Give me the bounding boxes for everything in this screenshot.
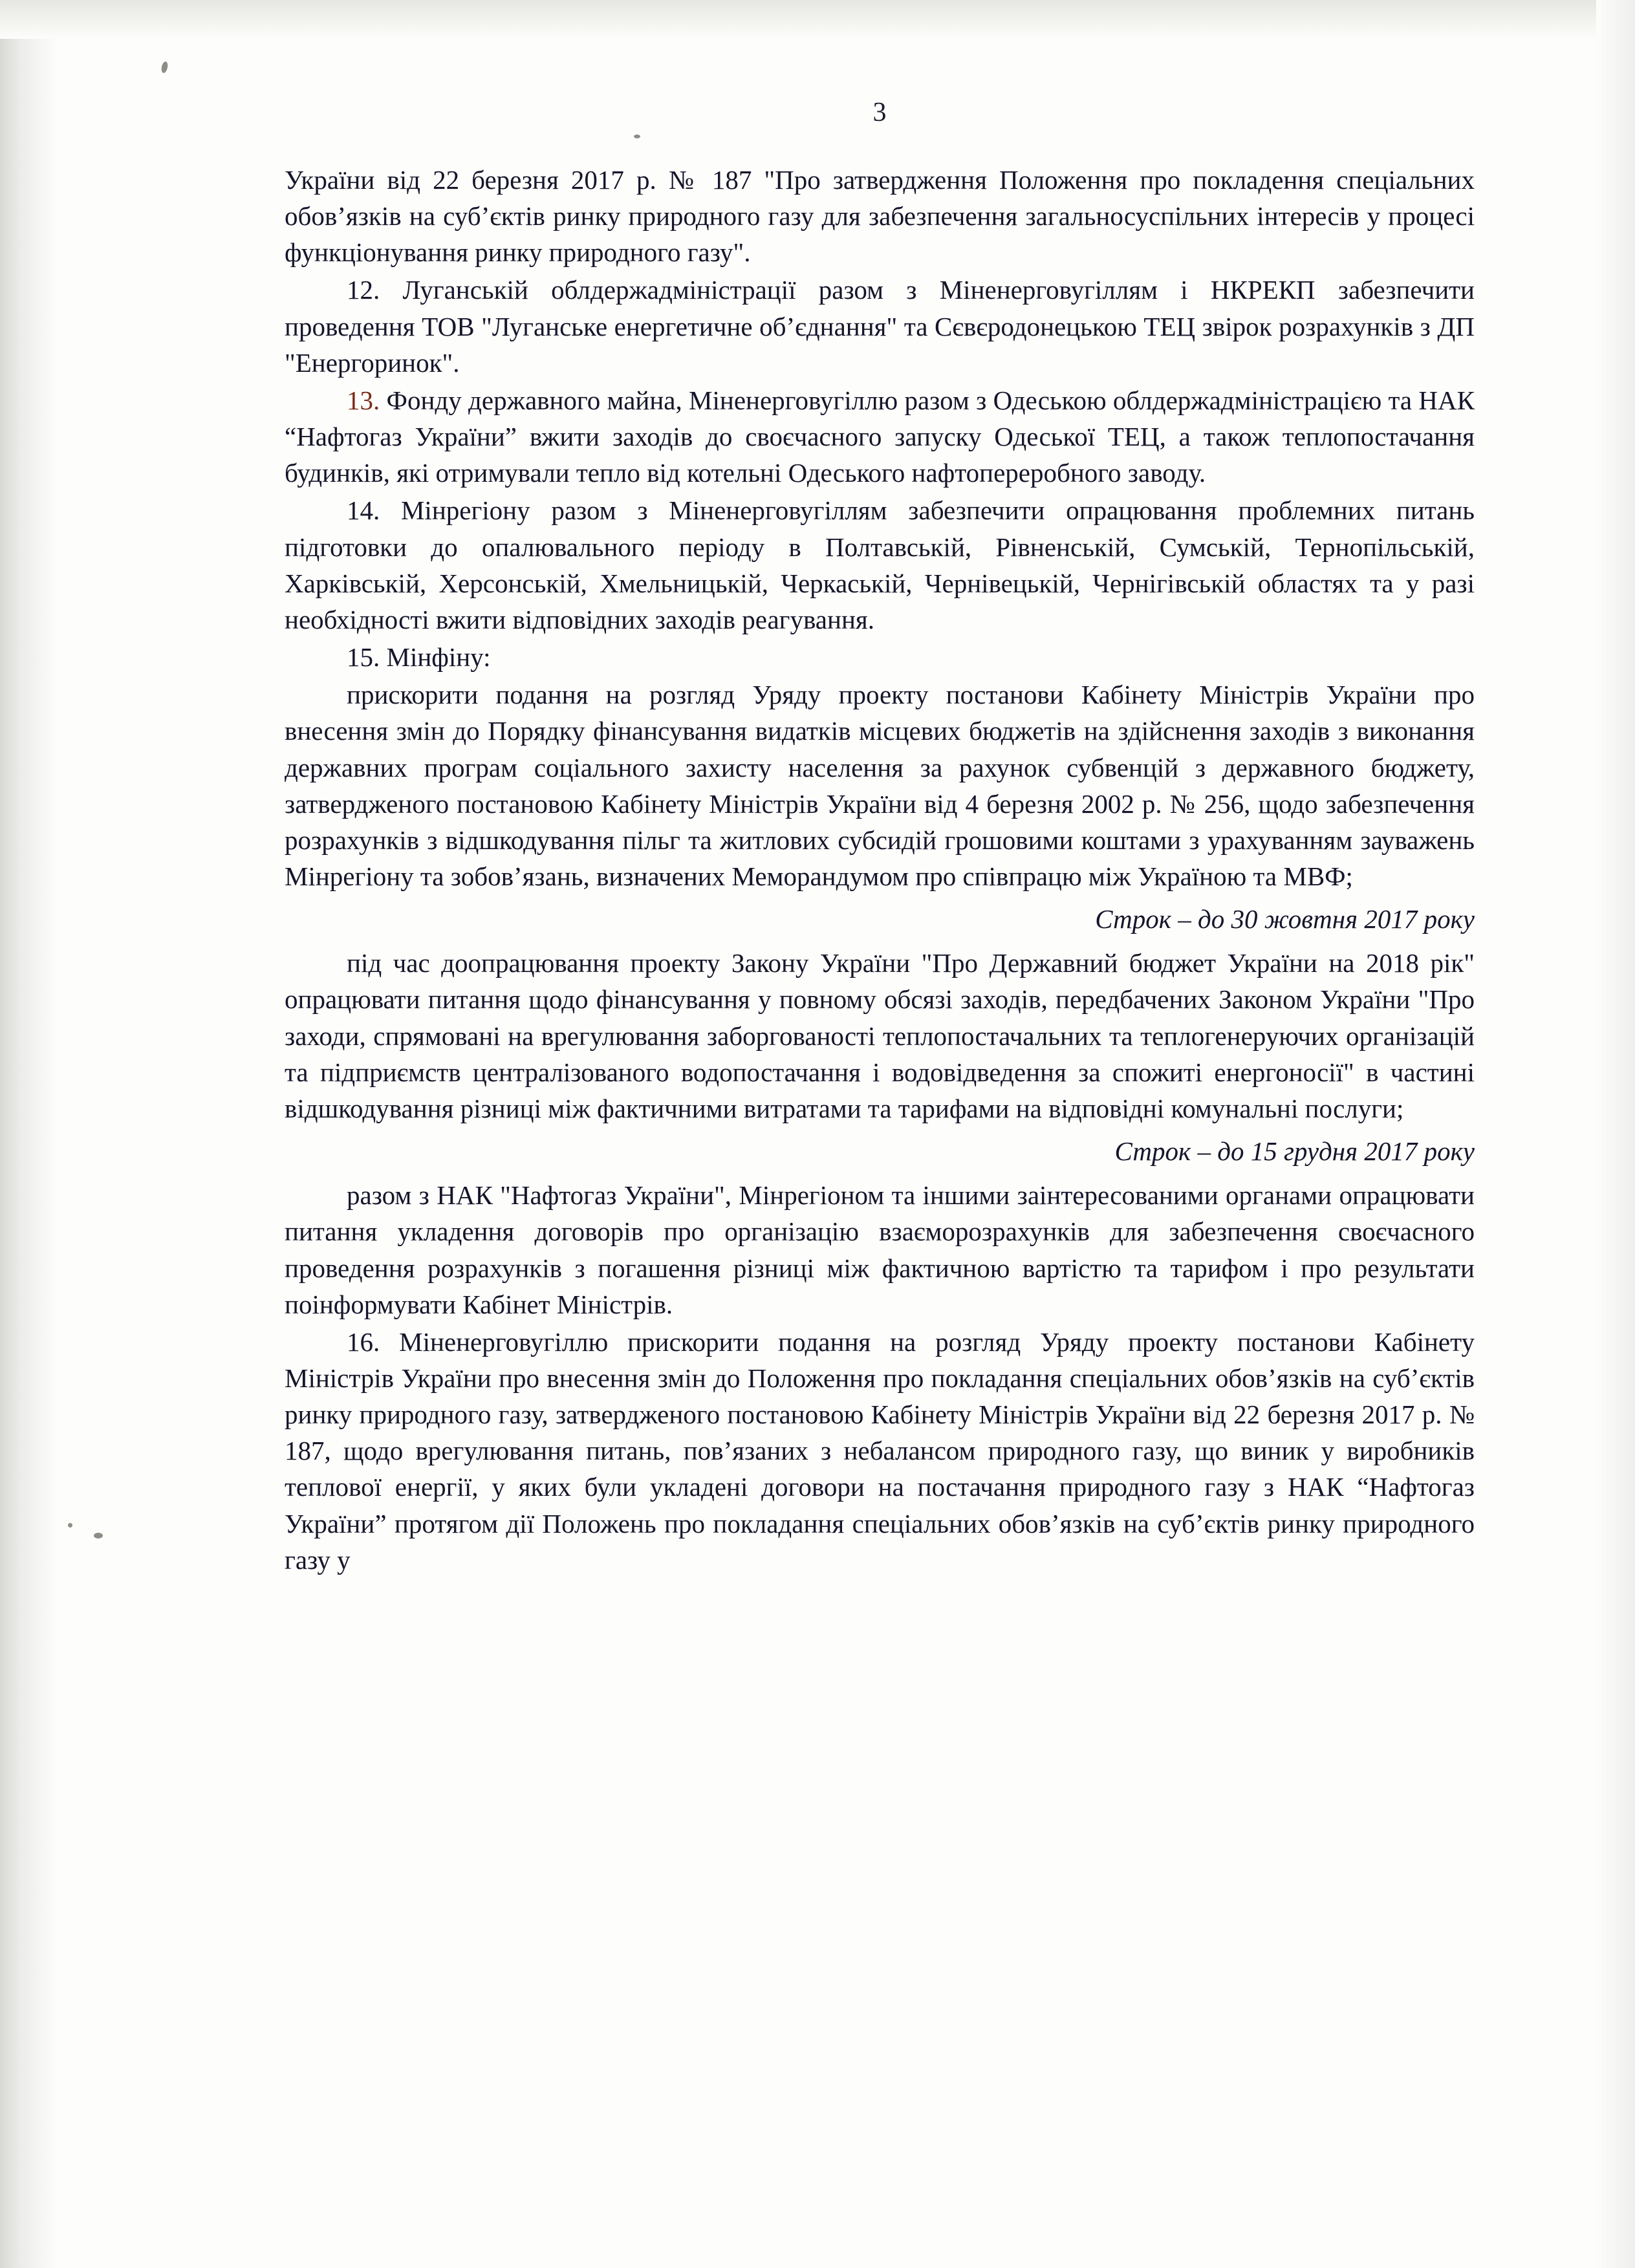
deadline-note-2: Строк – до 15 грудня 2017 року — [1114, 1136, 1475, 1167]
paragraph-12: 12. Луганській облдержадміністрації разом з Міненерговугіллям і НКРЕКП забезпечити проведення ТОВ "Луганське енергетичне об’єднання" та Сєвєродонецькою ТЕЦ звірок розрахунків з ДП "Енергоринок". — [285, 275, 1475, 378]
paragraph-14: 14. Мінрегіону разом з Міненерговугіллям забезпечити опрацювання проблемних питань підготовки до опалювального періоду в Полтавській, Рівненській, Сумській, Тернопільській, Харківській, Херсонській, Хмельницькій, Черкаській, Чернівецькій, Чернігівській областях та у разі необхідності вжити відповідних заходів реагування. — [285, 495, 1475, 634]
paragraph-15-item-a: прискорити подання на розгляд Уряду проекту постанови Кабінету Міністрів України про внесення змін до Порядку фінансування видатків місцевих бюджетів на здійснення заходів з виконання державних програм соціального захисту населення за рахунок субвенцій з державного бюджету, затвердженого постановою Кабінету Міністрів України від 4 березня 2002 р. № 256, щодо забезпечення розрахунків з відшкодування пільг та житлових субсидій грошовими коштами з урахуванням зауважень Мінрегіону та зобов’язань, визначених Меморандумом про співпрацю між Україною та МВФ; — [285, 680, 1475, 891]
scan-artifact-speck — [68, 1523, 72, 1528]
page-number: 3 — [872, 98, 887, 127]
document-body — [285, 162, 1475, 1578]
paragraph-16: 16. Міненерговугіллю прискорити подання на розгляд Уряду проекту постанови Кабінету Міністрів України про внесення змін до Положення про покладання спеціальних обов’язків на суб’єктів ринку природного газу, затвердженого постановою Кабінету Міністрів України від 22 березня 2017 р. № 187, щодо врегулювання питань, пов’язаних з небалансом природного газу, що виник у виробників теплової енергії, у яких були укладені договори на постачання природного газу з НАК “Нафтогаз України” протягом дії Положень про покладання спеціальних обов’язків на суб’єктів ринку природного газу у — [285, 1326, 1475, 1575]
paragraph-11-continuation: України від 22 березня 2017 р. № 187 "Про затвердження Положення про покладення спеціальних обов’язків на суб’єктів ринку природного газу для забезпечення загальносуспільних інтересів у процесі функціонування ринку природного газу". — [285, 165, 1475, 268]
document-content — [285, 97, 1475, 1579]
scan-shadow-top — [0, 0, 1635, 39]
paragraph-15-item-c: разом з НАК "Нафтогаз України", Мінрегіоном та іншими заінтересованими органами опрацювати питання укладення договорів про організацію взаєморозрахунків для забезпечення своєчасного проведення розрахунків з погашення різниці між фактичною вартістю та тарифом і про результати поінформувати Кабінет Міністрів. — [285, 1180, 1475, 1319]
deadline-note-1: Строк – до 30 жовтня 2017 року — [1095, 904, 1475, 934]
paragraph-13-number: 13. — [347, 385, 380, 415]
paragraph-15: 15. Мінфіну: — [347, 642, 491, 673]
scan-shadow-left — [0, 0, 58, 2268]
paragraph-13 — [285, 382, 1475, 491]
scan-artifact-speck — [94, 1533, 103, 1539]
paragraph-13-text: Фонду державного майна, Міненерговугіллю разом з Одеською облдержадміністрацією та НАК “Нафтогаз України” вжити заходів до своєчасного запуску Одеської ТЕЦ, а також теплопостачання будинків, які отримували тепло від котельні Одеського нафтопереробного заводу. — [285, 385, 1475, 488]
paragraph-15-item-b: під час доопрацювання проекту Закону України "Про Державний бюджет України на 2018 рік" опрацювати питання щодо фінансування у повному обсязі заходів, передбачених Законом України "Про заходи, спрямовані на врегулювання заборгованості теплопостачальних та теплогенеруючих організацій та підприємств централізованого водопостачання і водовідведення за спожиті енергоносії" в частині відшкодування різниці між фактичними витратами та тарифами на відповідні комунальні послуги; — [285, 948, 1475, 1123]
scan-artifact-speck — [160, 61, 169, 73]
scan-shadow-right — [1596, 0, 1635, 2268]
